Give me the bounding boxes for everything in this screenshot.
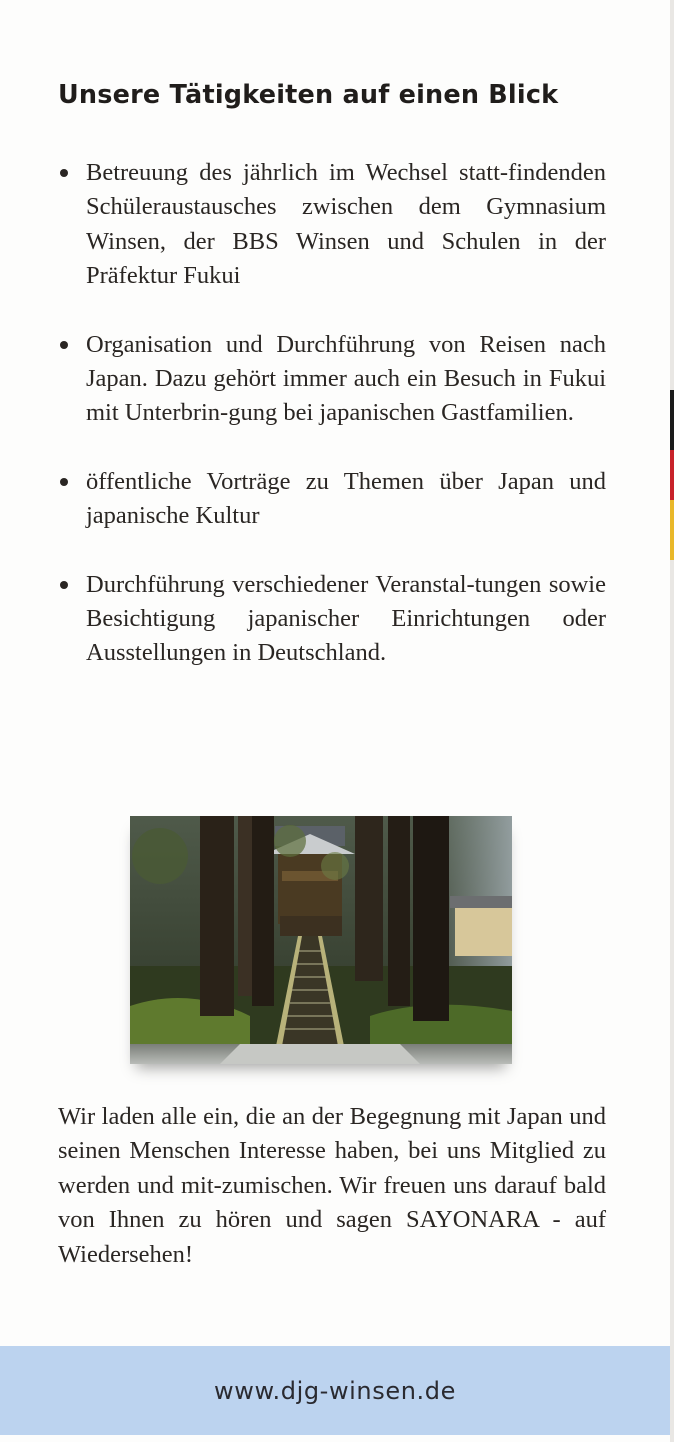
footer-band (0, 1346, 670, 1435)
bullet-icon (60, 581, 68, 589)
bullet-icon (60, 341, 68, 349)
flag-stripe-red (670, 450, 674, 500)
list-item-text: Betreuung des jährlich im Wechsel statt-findenden Schüleraustausches zwischen dem Gymnasium Winsen, der BBS Winsen und Schulen in der Präfektur Fukui (86, 159, 606, 290)
flag-stripe-gold (670, 500, 674, 560)
page-heading: Unsere Tätigkeiten auf einen Blick (58, 80, 559, 110)
temple-forest-image (130, 816, 512, 1064)
flag-stripe-black (670, 390, 674, 450)
list-item (58, 568, 606, 671)
temple-photo (130, 816, 512, 1064)
list-item-text: öffentliche Vorträge zu Themen über Japan und japanische Kultur (86, 467, 606, 530)
bullet-icon (60, 478, 68, 486)
list-item (58, 465, 606, 534)
activities-list (58, 156, 606, 705)
list-item-text: Durchführung verschiedener Veranstal-tungen sowie Besichtigung japanischer Einrichtungen oder Ausstellungen in Deutschland. (86, 570, 606, 667)
list-item (58, 156, 606, 294)
website-link[interactable]: www.djg-winsen.de (214, 1376, 456, 1405)
page-edge-strip (670, 0, 674, 1442)
list-item-text: Organisation und Durchführung von Reisen nach Japan. Dazu gehört immer auch ein Besuch in Fukui mit Unterbrin-gung bei japanischen Gastfamilien. (86, 330, 606, 427)
closing-paragraph: Wir laden alle ein, die an der Begegnung mit Japan und seinen Menschen Interesse haben, bei uns Mitglied zu werden und mit-zumischen. Wir freuen uns darauf bald von Ihnen zu hören und sagen SAYONARA - auf Wiedersehen! (58, 1103, 606, 1268)
bullet-icon (60, 169, 68, 177)
list-item (58, 328, 606, 431)
